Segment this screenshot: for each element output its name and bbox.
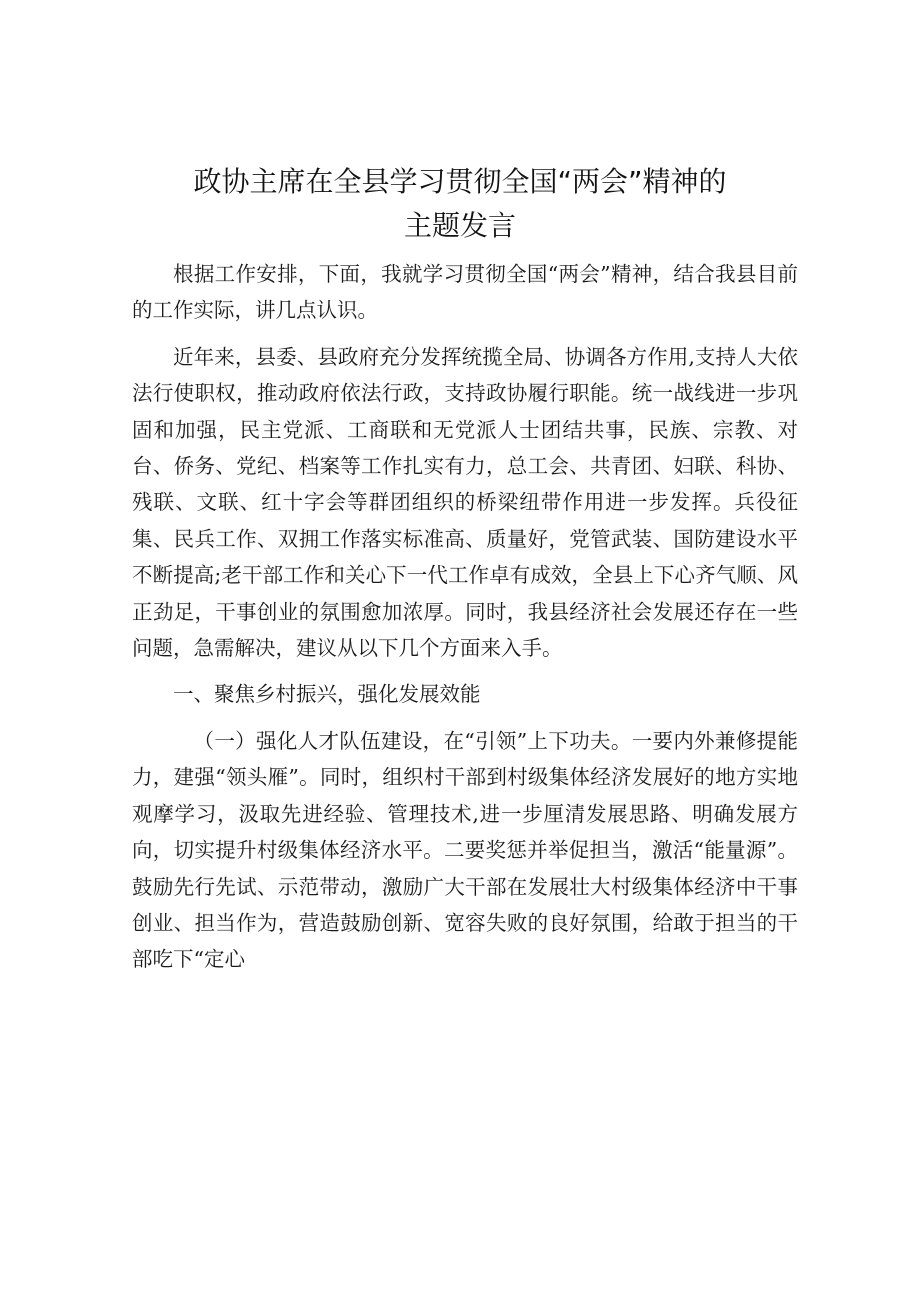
section-heading-1: 一、聚焦乡村振兴，强化发展效能 (173, 682, 481, 707)
document-title (130, 160, 790, 248)
subsection-paragraph-1: （一）强化人才队伍建设，在“引领”上下功夫。一要内外兼修提能力，建强“领头雁”。同时，组织村干部到村级集体经济发展好的地方实地观摩学习，汲取先进经验、管理技术,进一步厘清发展思路、明确发展方向，切实提升村级集体经济水平。二要奖惩并举促担当，激活“能量源”。鼓励先行先试、示范带动，激励广大干部在发展壮大村级集体经济中干事创业、担当作为，营造鼓励创新、宽容失败的良好氛围，给敢于担当的干部吃下“定心 (132, 728, 798, 972)
title-line-1: 政协主席在全县学习贯彻全国“两会”精神的 (193, 165, 727, 198)
overview-paragraph: 近年来，县委、县政府充分发挥统揽全局、协调各方作用,支持人大依法行使职权，推动政府依法行政，支持政协履行职能。统一战线进一步巩固和加强，民主党派、工商联和无党派人士团结共事，民族、宗教、对台、侨务、党纪、档案等工作扎实有力，总工会、共青团、妇联、科协、残联、文联、红十字会等群团组织的桥梁纽带作用进一步发挥。兵役征集、民兵工作、双拥工作落实标准高、质量好，党管武装、国防建设水平不断提高;老干部工作和关心下一代工作卓有成效，全县上下心齐气顺、风正劲足，干事创业的氛围愈加浓厚。同时，我县经济社会发展还存在一些问题，急需解决，建议从以下几个方面来入手。 (132, 344, 798, 661)
title-line-2: 主题发言 (403, 209, 516, 242)
document-body (132, 256, 798, 988)
intro-paragraph: 根据工作安排，下面，我就学习贯彻全国“两会”精神，结合我县目前的工作实际，讲几点认识。 (132, 262, 798, 323)
